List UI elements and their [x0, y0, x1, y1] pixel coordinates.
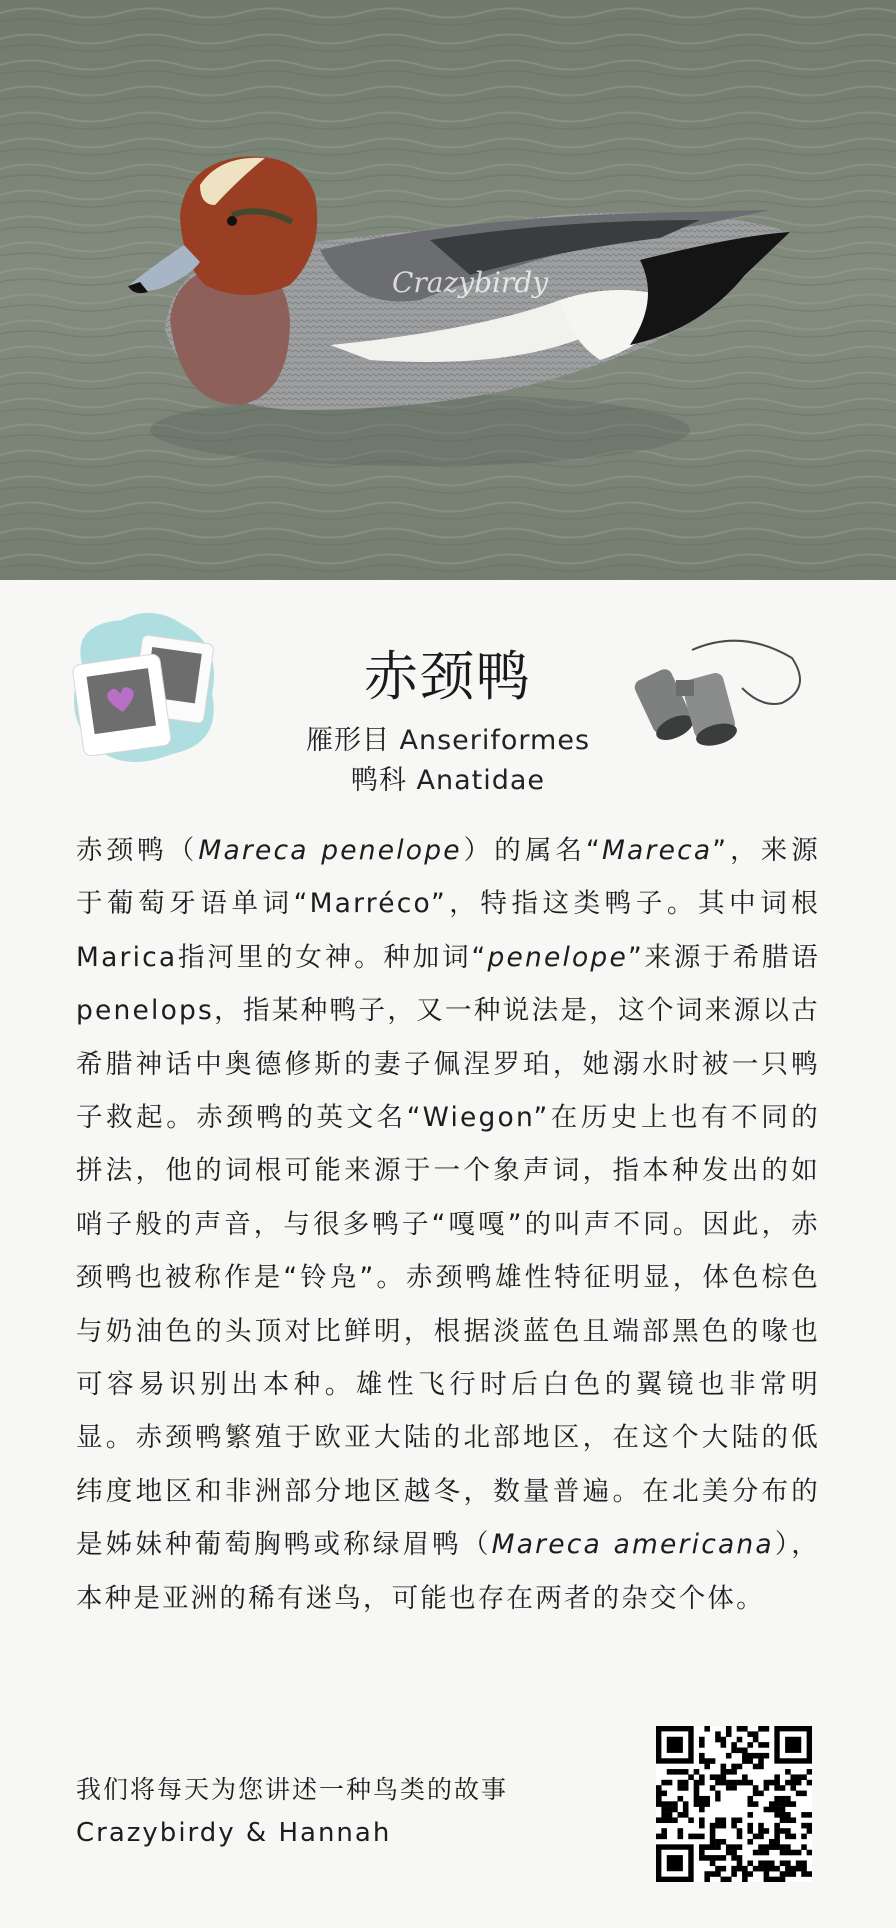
scientific-name: Mareca penelope [198, 835, 462, 866]
scientific-name: penelope [487, 941, 628, 973]
footer-tagline: 我们将每天为您讲述一种鸟类的故事 [76, 1775, 509, 1804]
taxonomy-family: 鸭科 Anatidae [350, 765, 546, 796]
taxonomy-order: 雁形目 Anseriformes [305, 725, 591, 756]
photo-watermark: Crazybirdy [392, 266, 549, 299]
footer-credit: Crazybirdy & Hannah [76, 1818, 392, 1848]
scientific-name: Mareca americana [491, 1529, 774, 1561]
article-text: ）的属名“ [461, 835, 602, 866]
article-text: 赤颈鸭（ [76, 835, 199, 866]
article-text: ”来源于希腊语penelops，指某种鸭子，又一种说法是，这个词来源以古希腊神话中奥德修斯的妻子佩涅罗珀，她溺水时被一只鸭子救起。赤颈鸭的英文名“Wiegon”在历史上也有不同的拼法，他的词根可能来源于一个象声词，指本种发出的如哨子般的声音，与很多鸭子“嘎嘎”的叫声不同。因此，赤颈鸭也被称作是“铃凫”。赤颈鸭雄性特征明显，体色棕色与奶油色的头顶对比鲜明，根据淡蓝色且端部黑色的喙也可容易识别出本种。雄性飞行时后白色的翼镜也非常明显。赤颈鸭繁殖于欧亚大陆的北部地区，在这个大陆的低纬度地区和非洲部分地区越冬，数量普遍。在北美分布的是姊妹种葡萄胸鸭或称绿眉鸭（ [76, 941, 820, 1561]
article-body [76, 824, 820, 1625]
qr-code-icon[interactable] [656, 1726, 812, 1882]
wigeon-photo [0, 0, 896, 580]
article-text: ”，来源于葡萄牙语单词“Marréco”，特指这类鸭子。其中词根Marica指河里的女神。种加词“ [76, 835, 820, 973]
article-text: ），本种是亚洲的稀有迷鸟，可能也存在两者的杂交个体。 [76, 1529, 820, 1614]
scientific-name: Mareca [601, 835, 713, 866]
page-title: 赤颈鸭 [364, 645, 532, 708]
